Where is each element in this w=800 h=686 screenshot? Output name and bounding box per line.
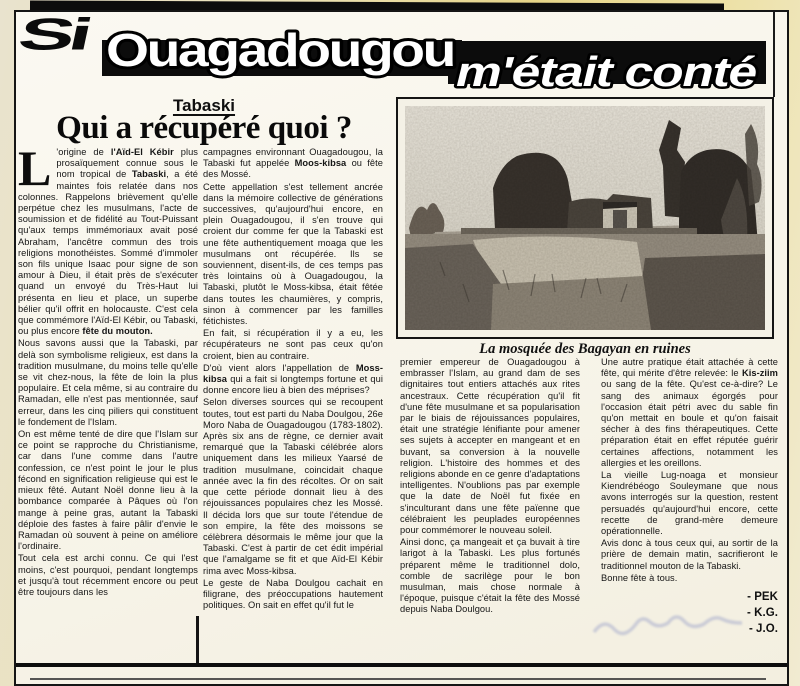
text-run: La vieille Lug-noaga et monsieur Kiendrébéogo Souleymane que nous avons interrogés sur la question, restent persuadés qu'aujourd'hui encore, cette recette de grand-mère demeure opérationnelle. (601, 470, 778, 537)
bold-term: Kis-ziim (741, 368, 778, 379)
paragraph (400, 537, 580, 615)
column-divider-rule (196, 616, 199, 663)
text-run: Ainsi donc, ça mangeait et ça buvait à tire larigot à la Tabaski. Les plus fortunés préparent même le traditionnel dolo, comble de sacrilège pour le bon musulman, mais chose normale à l'époque, puisque c'était la fête des Mossé depuis Naba Doulgou. (400, 537, 580, 615)
text-run: campagnes environnant Ouagadougou, la Tabaski fut appelée (203, 147, 383, 169)
text-run: Tout cela est archi connu. Ce qui l'est moins, c'est pourquoi, pendant longtemps et jusqu'à tout récemment encore ou peut être toujours dans les (18, 553, 198, 597)
text-run: plus prosaïquement connue sous le nom tropical de (56, 147, 198, 180)
frame-inner-right-rule (773, 12, 775, 97)
masthead-title-line2-svg (452, 48, 764, 102)
text-run: , a été maintes fois relatée dans nos colonnes. Rappelons brièvement qu'elle perpétue chez les musulmans, l'acte de soumission et de fidélité au Tout-Puissant qu'aux temps immémoriaux avait posé Abraham, l'ancêtre commun des trois religions monothéistes. Sommé d'immoler son fils unique Isaac pour signe de son amour à Dieu, il était près de s'exécuter quand un envoyé du Très-Haut lui présenta en lieu et place, un superbe bélier qu'il offrit en holocauste. C'est cela que commémore l'Aïd-El Kébir, ou Tabaski, ou plus encore (18, 169, 198, 337)
signature-1: - PEK (747, 591, 778, 604)
paragraph (18, 429, 198, 552)
text-run: Nous savons aussi que la Tabaski, par delà son symbolisme religieux, est dans la tradition musulmane, du moins telle qu'elle se vit chez-nous, la fête de loin la plus populaire. Et cela même, si au contraire du Ramadan, elle n'est pas mentionnée, sauf erreur, dans les cinq piliers qui constituent le fondement de l'Islam. (18, 338, 198, 427)
bold-term: l'Aïd-El Kébir (110, 147, 174, 157)
paragraph (601, 538, 778, 572)
ink-bleedthrough-mark (588, 610, 748, 642)
kicker-text: Tabaski (172, 96, 236, 115)
photo-caption: La mosquée des Bagayan en ruines (479, 341, 691, 357)
paragraph (18, 147, 198, 337)
headline: Qui a récupéré quoi ? (56, 110, 352, 146)
text-run: Selon diverses sources qui se recoupent toutes, tout est parti du Naba Doulgou, 26e Moro Naba de Ouagadougou (1783-1802). Après six ans de règne, ce dernier avait remarqué que la Tabaski célébrée alors uniquement dans les milieux Yaarsé de tradition musulmane, coincidait chaque année avec la fin des récoltes. Or on sait que cette période donnait lieu à des réjouissances populaires chez les Mossé. Il décida lors que sur toute l'étendue de son empire, la fête des moissons se célèbrera désormais le même jour que la Tabaski. C'est à partir de cet édit impérial que l'amalgame se fit et que Aïd-El Kébir rima avec Moss-kibsa. (203, 397, 383, 576)
paragraph (203, 578, 383, 612)
signature-2: - K.G. (747, 607, 778, 620)
paragraph (203, 147, 383, 181)
text-run: ou fête des Mossé. (203, 158, 383, 180)
bold-term: Tabaski (131, 169, 167, 180)
masthead-title-line1-svg (104, 22, 460, 78)
text-run: Avis donc à tous ceux qui, au sortir de la prière de demain matin, sacrifieront le traditionnel mouton de la Tabaski. (601, 538, 778, 571)
text-run: premier empereur de Ouagadougou à embrasser l'Islam, au grand dam de ses dignitaires tout entiers attachés aux rites ancestraux. Cette récupération qu'il fit d'une fête musulmane et sa popularisation par le biais de réjouissances populaires, était une stratégie lénifiante pour amener ses sujets à accepter en mangeant et en buvant, sa conversion à la nouvelle religion. L'histoire des hommes et des religions abonde en ce genre d'adaptations intelligentes. N'oublions pas par exemple que la date de Noël fut fixée en s'inculturant dans une fête païenne que célébraient les peuplades européennes pour commémorer le nouveau soleil. (400, 357, 580, 536)
article-column-1 (18, 147, 198, 664)
column-4-text (601, 357, 778, 584)
paragraph (18, 338, 198, 428)
article-column-3 (400, 357, 580, 663)
text-run: ou sang de la fête. Qu'est ce-à-dire? Le sang des animaux égorgés pour l'occasion était pétri avec du sable fin qu'on mettait en boule et qu'on faisait sécher à des fins thérapeutiques. Cette préparation était en effet réputée guérir certaines affections, notamment les allergies et les oreillons. (601, 379, 778, 468)
article-bottom-rule (16, 663, 787, 667)
signature-3: - J.O. (748, 623, 778, 636)
masthead-title-line2: m'était conté (456, 48, 757, 95)
paragraph (203, 397, 383, 576)
text-run: Le geste de Naba Doulgou cachait en filigrane, des préoccupations hautement politiques. On sait en effet qu'il fut le (203, 577, 383, 611)
text-run: Une autre pratique était attachée à cette fête, qui mérite d'être relevée: le (601, 357, 778, 379)
text-run: 'origine de (56, 147, 111, 157)
paragraph (601, 573, 778, 584)
paragraph (400, 357, 580, 536)
masthead-si-logo: Si (13, 8, 93, 60)
next-article-rule (30, 678, 766, 680)
dropcap: L (18, 147, 52, 196)
bold-term: Moss-kibsa (203, 362, 383, 385)
paragraph (601, 470, 778, 537)
text-run: Bonne fête à tous. (601, 572, 678, 583)
bold-term: Moos-kibsa (294, 158, 347, 169)
paragraph (601, 357, 778, 469)
paragraph (203, 182, 383, 328)
text-run: On est même tenté de dire que l'Islam sur ce point se rapproche du Christianisme, car dans l'une comme dans l'autre confession, ce n'est point le jour le plus fécond en signification religieuse qui est le mieux fêté. Autant Noël donne lieu à la bombance comparée à Pâques où l'on mange à peine gras, autant la Tabaski déploie des fastes à faire pâlir d'envie le Ramadan où souvent à peine on améliore l'ordinaire. (18, 429, 198, 552)
paragraph (203, 363, 383, 397)
photo-frame (396, 97, 774, 339)
paragraph (18, 553, 198, 598)
bold-term: fête du mouton. (82, 326, 153, 337)
masthead-title-line1: Ouagadougou (106, 24, 454, 76)
text-run: D'où vient alors l'appellation de (203, 362, 356, 373)
text-run: En fait, si récupération il y a eu, les récupérateurs ne sont pas ceux qu'on croient, bien au contraire. (203, 328, 383, 361)
paragraph (203, 328, 383, 362)
text-run: qui a fait si longtemps fortune et qui donne encore lieu à bien des méprises? (203, 374, 383, 396)
text-run: Cette appellation s'est tellement ancrée dans la mémoire collective de générations successives, qu'aujourd'hui encore, en plein Ouagadougou, il s'en trouve qui croient dur comme fer que la Tabaski est une fête authentiquement moaga que les musulmans ont récupérée. Ils se souviennent, disent-ils, de ces temps pas très lointains où à Ouagadougou, la Tabaski, plutôt le Moss-kibsa, était fêtée dans toutes les chaumières, y compris, sinon à commencer par les familles fétichistes. (203, 181, 383, 327)
mosque-ruins-photo (405, 106, 765, 330)
article-column-2 (203, 147, 383, 664)
